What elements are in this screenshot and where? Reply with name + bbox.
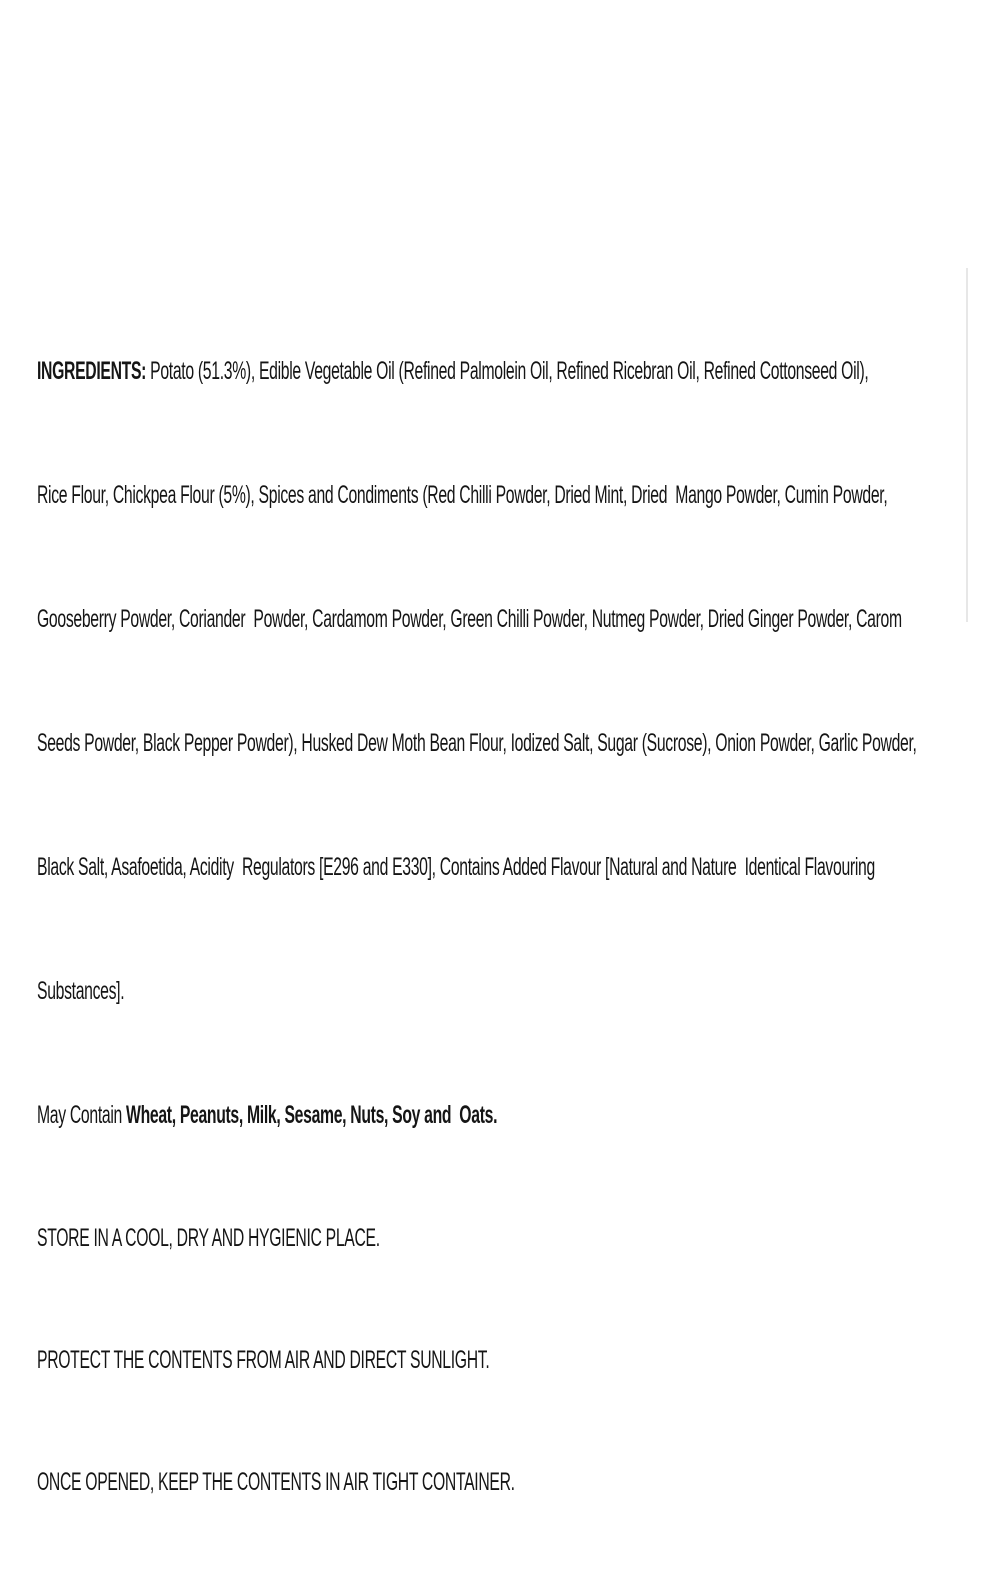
ingredients-line-4: Seeds Powder, Black Pepper Powder), Husked Dew Moth Bean Flour, Iodized Salt, Sugar (Sucrose), Onion Powder, Garlic Powder, bbox=[37, 729, 917, 757]
ingredients-line-6: Substances]. bbox=[37, 977, 125, 1005]
label-edge-line bbox=[966, 268, 968, 622]
may-contain-allergens: Wheat, Peanuts, Milk, Sesame, Nuts, Soy and Oats. bbox=[126, 1101, 498, 1129]
ingredients-line-1-text: Potato (51.3%), Edible Vegetable Oil (Refined Palmolein Oil, Refined Ricebran Oil, Refined Cottonseed Oil), bbox=[146, 357, 869, 385]
ingredients-line-5: Black Salt, Asafoetida, Acidity Regulators [E296 and E330], Contains Added Flavour [Natural and Nature Identical Flavouring bbox=[37, 853, 875, 881]
storage-instruction-2: PROTECT THE CONTENTS FROM AIR AND DIRECT SUNLIGHT. bbox=[37, 1346, 490, 1374]
ingredients-heading: INGREDIENTS: bbox=[37, 357, 147, 385]
storage-instruction-1: STORE IN A COOL, DRY AND HYGIENIC PLACE. bbox=[37, 1224, 380, 1252]
ingredients-line-1 bbox=[37, 353, 1000, 390]
may-contain-line bbox=[37, 1097, 1000, 1134]
may-contain-prefix: May Contain bbox=[37, 1101, 127, 1129]
ingredients-line-3: Gooseberry Powder, Coriander Powder, Cardamom Powder, Green Chilli Powder, Nutmeg Powder, Dried Ginger Powder, Carom bbox=[37, 605, 902, 633]
ingredients-line-2: Rice Flour, Chickpea Flour (5%), Spices and Condiments (Red Chilli Powder, Dried Mint, Dried Mango Powder, Cumin Powder, bbox=[37, 481, 888, 509]
storage-instruction-3: ONCE OPENED, KEEP THE CONTENTS IN AIR TIGHT CONTAINER. bbox=[37, 1468, 515, 1496]
label-text-block bbox=[37, 266, 1000, 1587]
